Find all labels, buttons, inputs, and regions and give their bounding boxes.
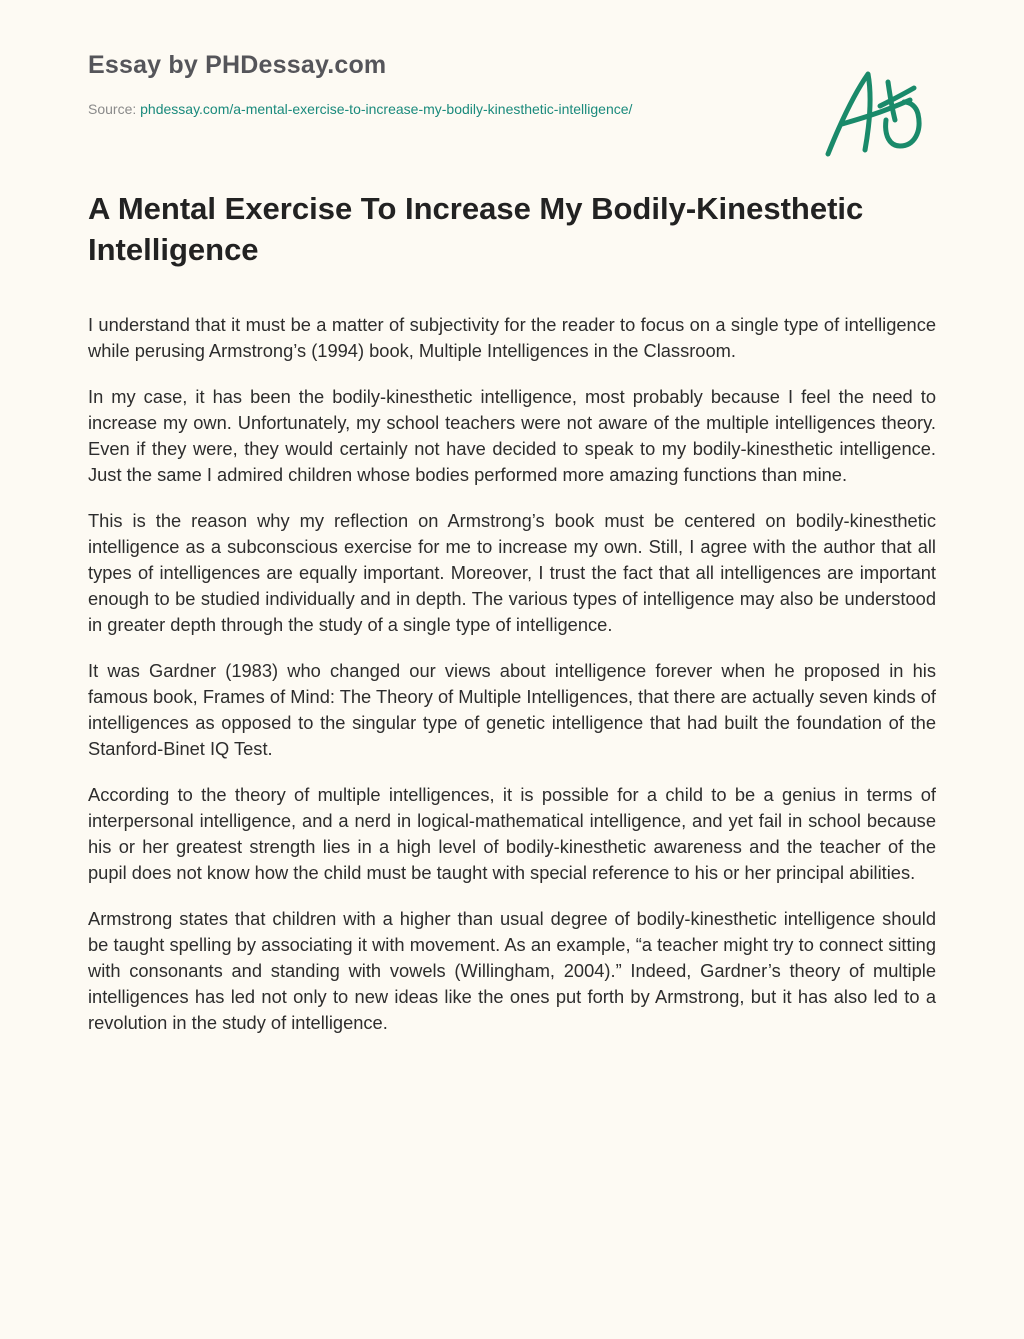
- brand-title: Essay by PHDessay.com: [88, 51, 387, 79]
- paragraph: In my case, it has been the bodily-kinesthetic intelligence, most probably because I feel the need to increase my own. Unfortunately, my school teachers were not aware of the multiple intelligences theory. Even if they were, they would certainly not have decided to speak to my bodily-kinesthetic intelligence. Just the same I admired children whose bodies performed more amazing functions than mine.: [88, 386, 936, 485]
- essay-title: A Mental Exercise To Increase My Bodily-Kinesthetic Intelligence: [88, 191, 864, 267]
- essay-body: [88, 312, 936, 1056]
- source-link[interactable]: phdessay.com/a-mental-exercise-to-increase-my-bodily-kinesthetic-intelligence/: [140, 101, 633, 117]
- paragraph: According to the theory of multiple intelligences, it is possible for a child to be a genius in terms of interpersonal intelligence, and a nerd in logical-mathematical intelligence, and yet fail in school because his or her greatest strength lies in a high level of bodily-kinesthetic awareness and the teacher of the pupil does not know how the child must be taught with special reference to his or her principal abilities.: [88, 784, 936, 883]
- source-label: Source:: [88, 101, 137, 117]
- paragraph: It was Gardner (1983) who changed our views about intelligence forever when he proposed in his famous book, Frames of Mind: The Theory of Multiple Intelligences, that there are actually seven kinds of intelligences as opposed to the singular type of genetic intelligence that had built the foundation of the Stanford-Binet IQ Test.: [88, 660, 936, 759]
- paragraph: Armstrong states that children with a higher than usual degree of bodily-kinesthetic intelligence should be taught spelling by associating it with movement. As an example, “a teacher might try to connect sitting with consonants and standing with vowels (Willingham, 2004).” Indeed, Gardner’s theory of multiple intelligences has led not only to new ideas like the ones put forth by Armstrong, but it has also led to a revolution in the study of intelligence.: [88, 908, 936, 1033]
- page-header: [88, 48, 788, 118]
- paragraph: This is the reason why my reflection on Armstrong’s book must be centered on bodily-kinesthetic intelligence as a subconscious exercise for me to increase my own. Still, I agree with the author that all types of intelligences are equally important. Moreover, I trust the fact that all intelligences are important enough to be studied individually and in depth. The various types of intelligence may also be understood in greater depth through the study of a single type of intelligence.: [88, 510, 936, 635]
- paragraph: I understand that it must be a matter of subjectivity for the reader to focus on a single type of intelligence while perusing Armstrong’s (1994) book, Multiple Intelligences in the Classroom.: [88, 314, 936, 361]
- source-line: [88, 100, 788, 118]
- a-plus-grade-icon: [818, 62, 934, 162]
